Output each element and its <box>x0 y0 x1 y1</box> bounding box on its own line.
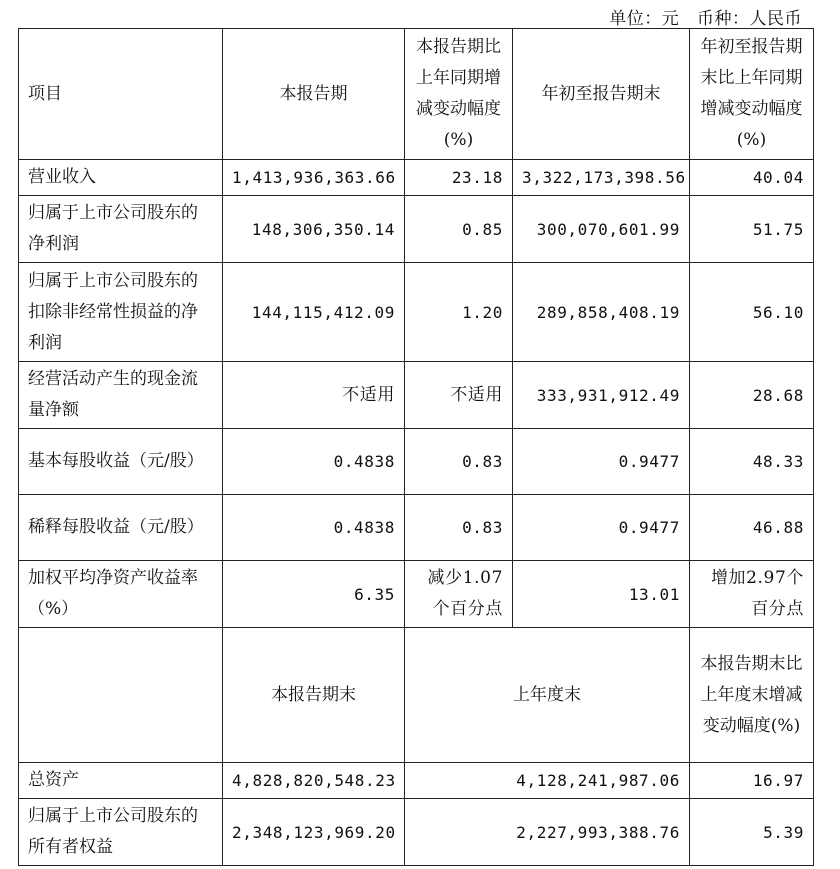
ytd-value: 3,322,173,398.56 <box>513 160 690 196</box>
table-header-row <box>19 628 814 763</box>
yoy-value: 减少1.07个百分点 <box>405 561 513 628</box>
table-row <box>19 763 814 799</box>
ytd-change-value: 51.75 <box>690 196 814 263</box>
current-value: 1,413,936,363.66 <box>223 160 405 196</box>
ytd-value: 13.01 <box>513 561 690 628</box>
ytd-value: 333,931,912.49 <box>513 362 690 429</box>
yoy-value: 0.83 <box>405 495 513 561</box>
row-label: 营业收入 <box>19 160 223 196</box>
ytd-change-value: 56.10 <box>690 263 814 362</box>
last-year-end-value: 2,227,993,388.76 <box>405 799 690 866</box>
yoy-value: 不适用 <box>405 362 513 429</box>
financial-data-table <box>18 28 814 866</box>
row-label: 稀释每股收益（元/股） <box>19 495 223 561</box>
table-row <box>19 263 814 362</box>
ytd-change-value: 28.68 <box>690 362 814 429</box>
ytd-change-value: 增加2.97个百分点 <box>690 561 814 628</box>
ytd-change-value: 46.88 <box>690 495 814 561</box>
table-row <box>19 160 814 196</box>
last-year-end-value: 4,128,241,987.06 <box>405 763 690 799</box>
table-row <box>19 799 814 866</box>
row-label: 归属于上市公司股东的所有者权益 <box>19 799 223 866</box>
row-label: 总资产 <box>19 763 223 799</box>
current-value: 0.4838 <box>223 495 405 561</box>
ytd-value: 0.9477 <box>513 495 690 561</box>
header-item: 项目 <box>19 29 223 160</box>
header-item-empty <box>19 628 223 763</box>
row-label: 归属于上市公司股东的净利润 <box>19 196 223 263</box>
yoy-value: 0.85 <box>405 196 513 263</box>
period-end-value: 4,828,820,548.23 <box>223 763 405 799</box>
yoy-value: 0.83 <box>405 429 513 495</box>
table-row <box>19 362 814 429</box>
change-value: 5.39 <box>690 799 814 866</box>
unit-currency-note: 单位：元 币种：人民币 <box>609 9 802 29</box>
row-label: 归属于上市公司股东的扣除非经常性损益的净利润 <box>19 263 223 362</box>
row-label: 经营活动产生的现金流量净额 <box>19 362 223 429</box>
change-value: 16.97 <box>690 763 814 799</box>
yoy-value: 1.20 <box>405 263 513 362</box>
row-label: 基本每股收益（元/股） <box>19 429 223 495</box>
current-value: 0.4838 <box>223 429 405 495</box>
yoy-value: 23.18 <box>405 160 513 196</box>
current-value: 不适用 <box>223 362 405 429</box>
ytd-value: 300,070,601.99 <box>513 196 690 263</box>
table-row <box>19 196 814 263</box>
header-last-year-end: 上年度末 <box>405 628 690 763</box>
table-row <box>19 495 814 561</box>
header-ytd: 年初至报告期末 <box>513 29 690 160</box>
table-row <box>19 429 814 495</box>
header-current-period: 本报告期 <box>223 29 405 160</box>
ytd-change-value: 48.33 <box>690 429 814 495</box>
row-label: 加权平均净资产收益率（%） <box>19 561 223 628</box>
header-ytd-change: 年初至报告期末比上年同期增减变动幅度(%) <box>690 29 814 160</box>
ytd-value: 0.9477 <box>513 429 690 495</box>
current-value: 6.35 <box>223 561 405 628</box>
current-value: 148,306,350.14 <box>223 196 405 263</box>
current-value: 144,115,412.09 <box>223 263 405 362</box>
table-header-row <box>19 29 814 160</box>
period-end-value: 2,348,123,969.20 <box>223 799 405 866</box>
ytd-value: 289,858,408.19 <box>513 263 690 362</box>
table-row <box>19 561 814 628</box>
header-yoy-change: 本报告期比上年同期增减变动幅度(%) <box>405 29 513 160</box>
ytd-change-value: 40.04 <box>690 160 814 196</box>
header-period-end: 本报告期末 <box>223 628 405 763</box>
header-change: 本报告期末比上年度末增减变动幅度(%) <box>690 628 814 763</box>
